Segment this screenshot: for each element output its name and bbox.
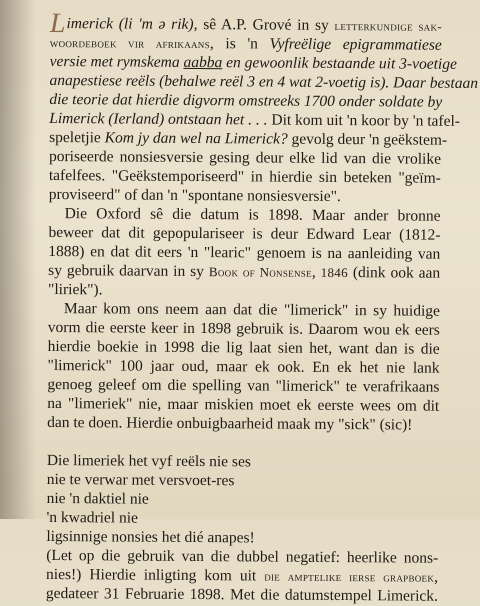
poem-line-1: Die limeriek het vyf reëls nie ses xyxy=(46,451,251,471)
p3-line-2: vorm die eerste keer in 1898 gebruik is. Daarom wou ek eers xyxy=(47,318,440,339)
p1-line-9-run-0: tafelfees. "Geëkstemporiseerd" in hierdie sin beteken "geïm- xyxy=(48,166,441,187)
paragraph-3 xyxy=(47,299,440,435)
p1-line-3-run-0: versie met rymskema xyxy=(49,52,184,71)
p3-line-1: Maar kom ons neem aan dat die "limerick" in sy huidige xyxy=(63,300,440,320)
p1-line-4-run-0: anapestiese reëls (behalwe reël 3 en 4 wat 2-voetig is). xyxy=(49,71,394,92)
p2-line-4a: sy gebruik daarvan in sy xyxy=(48,261,209,281)
book-year: 1846 xyxy=(320,264,348,281)
p1-line-8-run-0: poriseerde nonsiesversie gesing deur elke lid van die vrolike xyxy=(48,147,442,168)
p3-line-5: genoeg geleef om die spelling van "limerick" te verafrikaans xyxy=(47,375,440,396)
poem-line-5: ligsinnige nonsies het dié anapes! xyxy=(46,527,255,547)
p1-line-4-run-1: Daar bestaan xyxy=(393,74,479,92)
p1-line-3-run-2: en gewoonlik bestaande uit 3-voetige xyxy=(222,54,457,73)
p1-line-1-run-1: sê A.P. Grové in sy xyxy=(197,16,335,34)
page-gutter-shadow xyxy=(0,0,36,519)
p1-line-6-run-0: Limerick (Ierland) ontstaan het . . . xyxy=(49,109,268,129)
poem-line-3: nie 'n daktiel nie xyxy=(46,489,149,508)
poem-line-4: 'n kwadriel nie xyxy=(46,508,139,527)
paragraph-2 xyxy=(48,204,441,302)
p3-line-4: "limerick" 100 jaar oud, maar ek ook. En ek het nie lank xyxy=(47,356,440,377)
p1-line-3-run-1: aabba xyxy=(183,53,223,72)
p1-line-10-run-0: proviseerd" of dan 'n "spontane nonsiesversie". xyxy=(48,185,341,206)
p1-line-2-run-2: Vyfreëlige epigrammatiese xyxy=(269,35,442,54)
p3-line-6: na "limeriek" nie, maar miskien moet ek eerste wees om dit xyxy=(47,394,440,415)
drop-cap: L xyxy=(49,8,66,40)
p4-line-1: (Let op die gebruik van die dubbel negatief: heerlike nons- xyxy=(46,546,439,567)
paragraph-4 xyxy=(46,546,438,606)
paragraph-1 xyxy=(48,8,479,207)
p2-line-4c: , xyxy=(311,263,321,281)
p3-line-7: dan te doen. Hierdie onbuigbaarheid maak my "sick" (sic)! xyxy=(47,413,413,434)
p3-line-3: hierdie boekie in 1998 die lig laat sien het, want dan is die xyxy=(47,337,440,358)
p1-line-6-run-1: Dit kom uit 'n koor by 'n tafel- xyxy=(267,111,461,130)
p1-line-1-run-2: letterkundige sak- xyxy=(334,17,442,34)
poem xyxy=(46,451,439,549)
p2-line-4 xyxy=(48,261,440,283)
p4-line-3: gedateer 31 Februarie 1898. Met die datumstempel Limerick. xyxy=(45,584,439,605)
book-page xyxy=(45,8,479,606)
book-title-nonsense: Book of Nonsense xyxy=(208,264,312,280)
p1-line-1-run-0: imerick (li 'm ə rik), xyxy=(66,15,198,34)
p2-line-1: Die Oxford sê die datum is 1898. Maar ander bronne xyxy=(64,205,441,225)
p4-line-2a: nies!) Hierdie inligting kom uit xyxy=(46,565,265,585)
book-title-grapboek: die amptelike ierse grapboek xyxy=(264,568,435,585)
p2-line-3: 1888) en dat dit eers 'n "learic" genoem is na aanleiding van xyxy=(48,242,441,263)
p2-line-2: beweer dat dit gepopulariseer is deur Edward Lear (1812- xyxy=(48,223,441,244)
p2-line-4e: (dink ook aan xyxy=(347,264,441,282)
p1-line-2-run-1: , is 'n xyxy=(209,35,270,53)
p1-line-5-run-0: die teorie dat hierdie digvorm omstreeks 1700 onder soldate by xyxy=(49,90,443,111)
poem-line-2: nie te verwar met versvoet-res xyxy=(46,470,235,490)
p4-line-2c: , xyxy=(434,568,439,586)
p1-line-7-run-2: gevolg deur 'n geëkstem- xyxy=(287,130,448,149)
p1-line-7-run-0: speletjie xyxy=(49,128,105,147)
p1-line-2-run-0: woordeboek vir afrikaans xyxy=(49,34,211,52)
p1-line-7-run-1: Kom jy dan wel na Limerick? xyxy=(104,129,288,148)
p2-line-5: "liriek"). xyxy=(48,280,103,299)
